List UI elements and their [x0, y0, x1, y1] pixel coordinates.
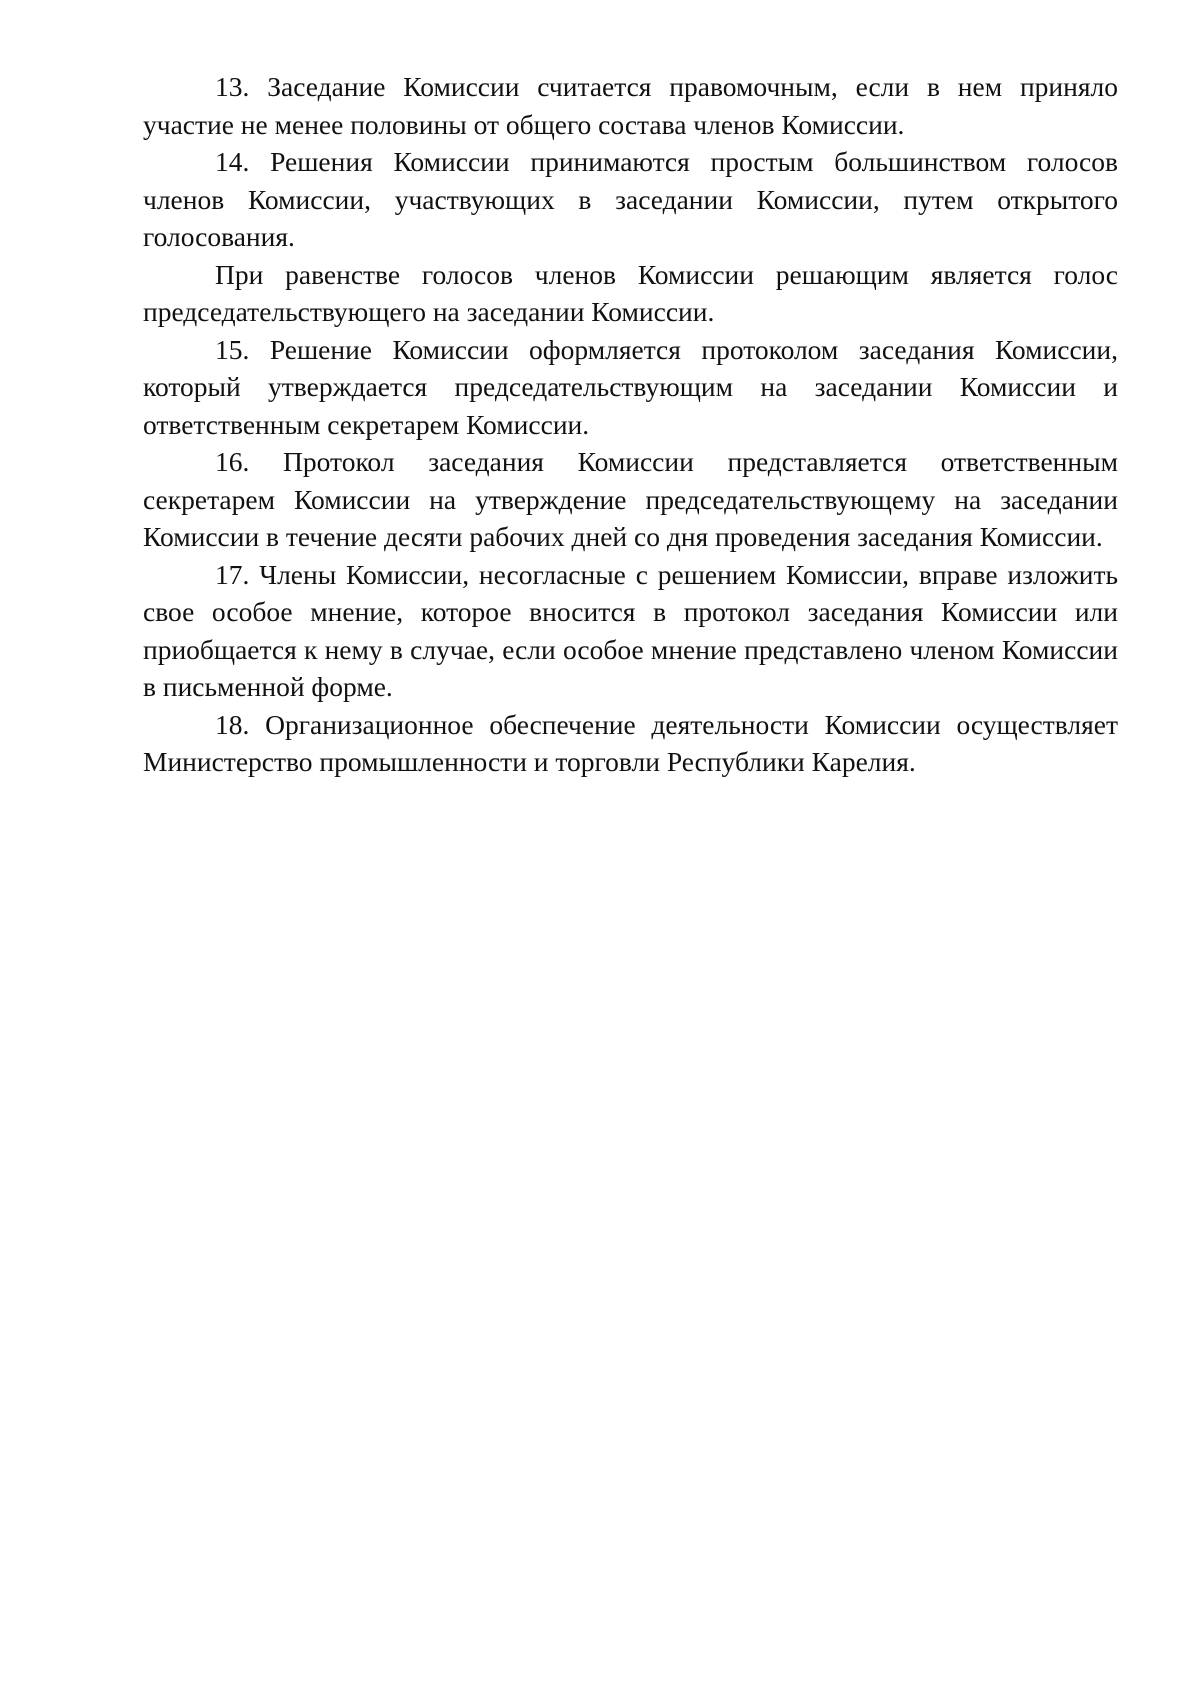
paragraph-14: 14. Решения Комиссии принимаются простым большинством голосов членов Комиссии, участвующих в заседании Комиссии, путем открытого голосования. [143, 146, 1118, 252]
paragraph-18: 18. Организационное обеспечение деятельности Комиссии осуществляет Министерство промышленности и торговли Республики Карелия. [143, 708, 1118, 777]
paragraph-16: 16. Протокол заседания Комиссии представляется ответственным секретарем Комиссии на утверждение председательствующему на заседании Комиссии в течение десяти рабочих дней со дня проведения заседания Комиссии. [143, 446, 1118, 552]
paragraph-13: 13. Заседание Комиссии считается правомочным, если в нем приняло участие не менее половины от общего состава членов Комиссии. [143, 71, 1118, 140]
document-body [143, 68, 1118, 781]
paragraph-15: 15. Решение Комиссии оформляется протоколом заседания Комиссии, который утверждается председательствующим на заседании Комиссии и ответственным секретарем Комиссии. [143, 333, 1118, 440]
paragraph-14-tie-vote: При равенстве голосов членов Комиссии решающим является голос председательствующего на заседании Комиссии. [143, 258, 1118, 327]
paragraph-17: 17. Члены Комиссии, несогласные с решением Комиссии, вправе изложить свое особое мнение, которое вносится в протокол заседания Комиссии или приобщается к нему в случае, если особое мнение представлено членом Комиссии в письменной форме. [143, 558, 1118, 702]
